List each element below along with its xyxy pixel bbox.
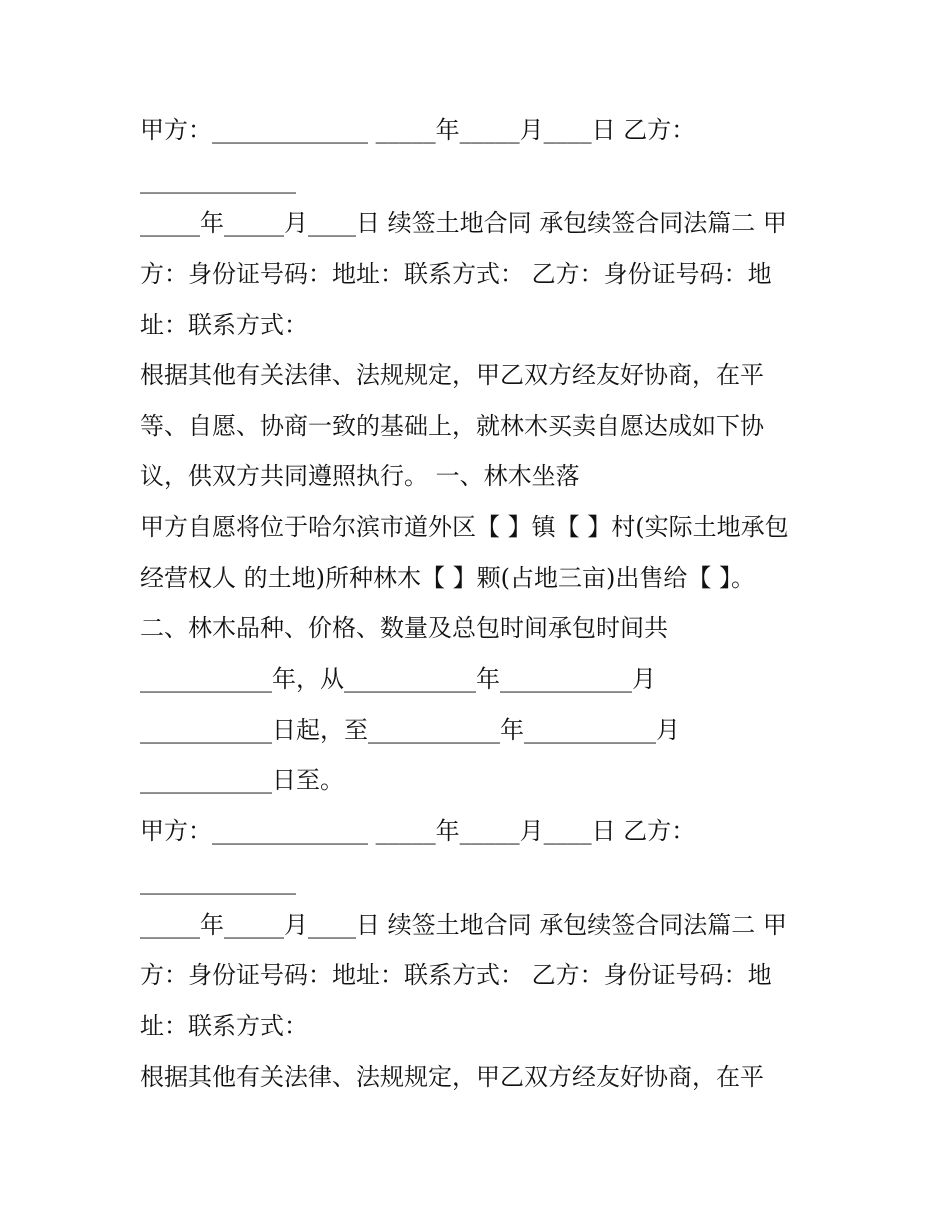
text-line: 经营权人 的土地)所种林木【 】颗(占地三亩)出售给【 】。 xyxy=(140,564,755,592)
text-line: _____________ xyxy=(140,166,296,194)
text-line: 等、自愿、协商一致的基础上，就林木买卖自愿达成如下协 xyxy=(140,412,764,440)
text-line: _____________ xyxy=(140,867,296,895)
text-line: 方：身份证号码：地址：联系方式： 乙方：身份证号码：地 xyxy=(140,260,772,288)
text-line: 根据其他有关法律、法规规定，甲乙双方经友好协商，在平 xyxy=(140,1063,764,1091)
text-line: ___________日起，至___________年___________月 xyxy=(140,716,680,744)
text-line: 甲方：_____________ _____年_____月____日 乙方： xyxy=(140,817,696,845)
text-line: ___________日至。 xyxy=(140,766,344,794)
text-line: 议，供双方共同遵照执行。 一、林木坐落 xyxy=(140,462,580,490)
text-line: 址：联系方式： xyxy=(140,1012,308,1040)
text-line: _____年_____月____日 续签土地合同 承包续签合同法篇二 甲 xyxy=(140,209,787,237)
text-line: 甲方自愿将位于哈尔滨市道外区【 】镇【 】村(实际土地承包 xyxy=(140,513,789,541)
text-line: _____年_____月____日 续签土地合同 承包续签合同法篇二 甲 xyxy=(140,911,787,939)
text-line: 甲方：_____________ _____年_____月____日 乙方： xyxy=(140,116,696,144)
text-line: 根据其他有关法律、法规规定，甲乙双方经友好协商，在平 xyxy=(140,361,764,389)
text-line: ___________年，从___________年___________月 xyxy=(140,665,656,693)
text-line: 方：身份证号码：地址：联系方式： 乙方：身份证号码：地 xyxy=(140,961,772,989)
text-line: 二、林木品种、价格、数量及总包时间承包时间共 xyxy=(140,614,668,642)
text-line: 址：联系方式： xyxy=(140,311,308,339)
